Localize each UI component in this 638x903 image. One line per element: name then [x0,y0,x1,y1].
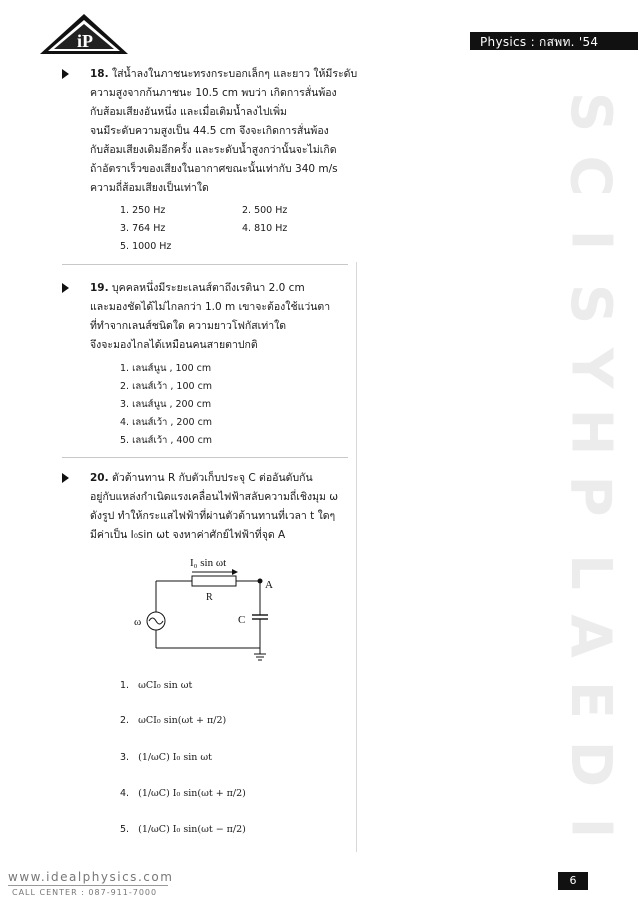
current-label: I₀ sin ωt [190,557,227,569]
page-number: 6 [558,872,588,890]
option: 1. เลนส์นูน , 100 cm [120,363,212,374]
separator [62,264,348,265]
question-number: 18. [90,68,109,80]
column-divider [356,262,357,852]
option: 4. (1/ωC) I₀ sin(ωt + π/2) [120,788,246,799]
point-a-label: A [265,579,273,591]
vertical-watermark-physics: S C I S Y H P [557,91,623,517]
bullet-arrow-icon [62,283,69,293]
footer-url[interactable]: www.idealphysics.com [8,870,174,884]
footer-call-center: CALL CENTER : 087-911-7000 [12,888,158,897]
option: 2. ωCI₀ sin(ωt + π/2) [120,715,227,726]
option: 3. เลนส์นูน , 200 cm [120,399,212,410]
separator [62,457,348,458]
option: 2. เลนส์เว้า , 100 cm [120,381,213,392]
footer-divider [8,885,168,886]
resistor-label: R [206,592,213,603]
question-text: ตัวต้านทาน R กับตัวเก็บประจุ C ต่ออันดับกัน อยู่กับแหล่งกำเนิดแรงเคลื่อนไฟฟ้าสลับความถี่เชิงมุม ω ดังรูป ทำให้กระแสไฟฟ้าที่ผ่านตัวต้านทานที่เวลา t ใดๆ มีค่าเป็น I₀sin ωt จงหาค่าศักย์ไฟฟ้าที่จุด A [90,472,339,541]
bullet-arrow-icon [62,69,69,79]
option: 5. 1000 Hz [120,241,172,252]
option: 4. เลนส์เว้า , 200 cm [120,417,213,428]
option: 3. 764 Hz [120,223,166,234]
question-text: บุคคลหนึ่งมีระยะเลนส์ตาถึงเรตินา 2.0 cm และมองชัดได้ไม่ไกลกว่า 1.0 m เขาจะต้องใช้แว่นตา ที่ทำจากเลนส์ชนิดใด ความยาวโฟกัสเท่าใด จึงจะมองไกลได้เหมือนคนสายตาปกติ [90,282,331,351]
question-number: 20. [90,472,109,484]
option: 3. (1/ωC) I₀ sin ωt [120,752,212,763]
option: 2. 500 Hz [242,205,288,216]
option: 5. (1/ωC) I₀ sin(ωt − π/2) [120,824,246,835]
svg-text:iP: iP [77,31,93,51]
option: 5. เลนส์เว้า , 400 cm [120,435,213,446]
source-label: ω [134,616,142,628]
option: 1. ωCI₀ sin ωt [120,680,193,691]
question-number: 19. [90,282,109,294]
question-text: ใส่น้ำลงในภาชนะทรงกระบอกเล็กๆ และยาว ให้มีระดับ ความสูงจากก้นภาชนะ 10.5 cm พบว่า เกิดการสั่นพ้อง กับส้อมเสียงอันหนึ่ง และเมื่อเติมน้ำลงไปเพิ่ม จนมีระดับความสูงเป็น 44.5 cm จึงจะเกิดการสั่นพ้อง กับส้อมเสียงเดิมอีกครั้ง และระดับน้ำสูงกว่านั้นจะไม่เกิด ถ้าอัตราเร็วของเสียงในอากาศขณะนั้นเท่ากับ 340 m/s ความถี่ส้อมเสียงเป็นเท่าใด [90,68,358,194]
option: 4. 810 Hz [242,223,288,234]
capacitor-label: C [238,614,246,626]
bullet-arrow-icon [62,473,69,483]
vertical-watermark-ideal: L A E D I [557,554,623,839]
rc-circuit-diagram [130,548,290,668]
subject-label: Physics : กสพท. '54 [480,35,599,49]
resistor [192,576,236,586]
ideal-physics-logo [38,12,130,56]
option: 1. 250 Hz [120,205,166,216]
